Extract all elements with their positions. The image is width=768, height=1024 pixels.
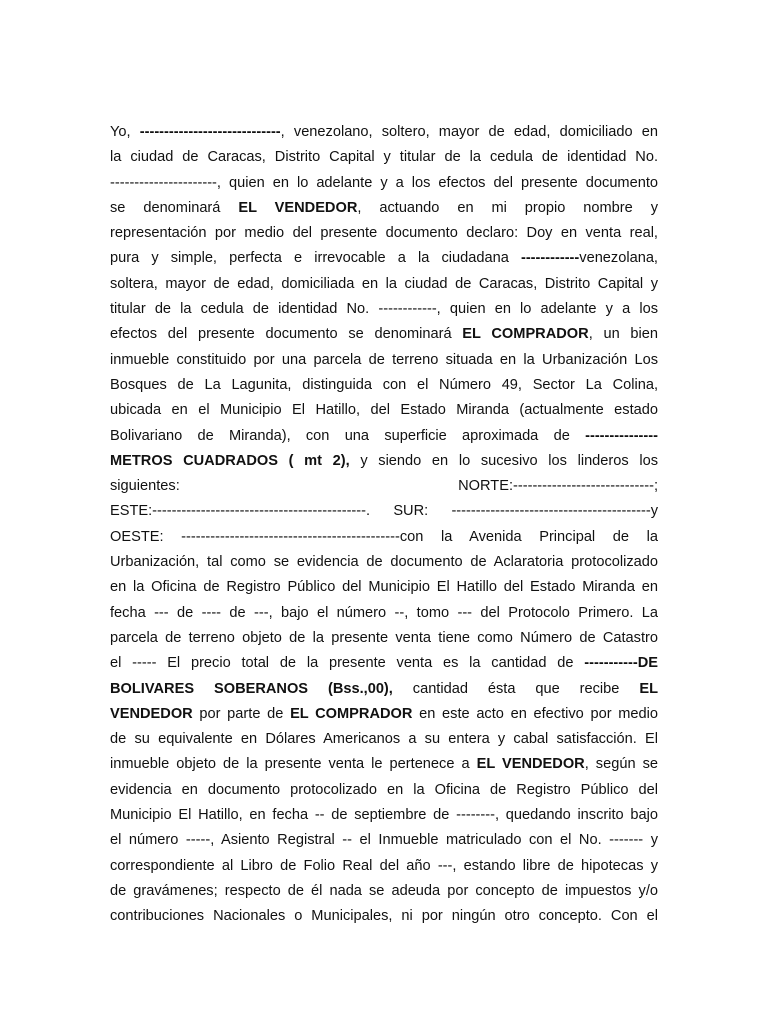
- document-line: [110, 778, 658, 803]
- text-segment: representación por medio del presente documento declaro: Doy en venta real,: [110, 225, 658, 242]
- document-line: [110, 879, 658, 904]
- text-segment: , según se: [584, 756, 658, 773]
- document-line: [110, 424, 658, 449]
- text-segment: , un bien: [588, 326, 658, 343]
- text-segment: , actuando en mi propio nombre y: [357, 199, 658, 216]
- text-segment: el ----- El precio total de la presente venta es la cantidad de: [110, 655, 585, 672]
- document-line: [110, 398, 658, 423]
- text-segment: , venezolano, soltero, mayor de edad, domiciliado en: [280, 124, 658, 140]
- document-line: [110, 904, 658, 929]
- document-line: [110, 626, 658, 651]
- bold-text-segment: VENDEDOR: [110, 705, 193, 722]
- text-segment: el número -----, Asiento Registral -- el Inmueble matriculado con el No. ------- y: [110, 832, 658, 849]
- document-line: [110, 272, 658, 297]
- document-line: [110, 525, 658, 550]
- document-line: [110, 196, 658, 221]
- text-segment: Bosques de La Lagunita, distinguida con el Número 49, Sector La Colina,: [110, 376, 658, 393]
- bold-text-segment: EL VENDEDOR: [238, 199, 358, 216]
- document-line: [110, 727, 658, 752]
- text-segment: en este acto en efectivo por medio: [412, 705, 659, 722]
- bold-text-segment: EL: [639, 680, 658, 697]
- document-line: [110, 550, 658, 575]
- document-line: [110, 828, 658, 853]
- bold-text-segment: ---------------: [585, 427, 658, 444]
- document-line: [110, 145, 658, 170]
- document-line: [110, 322, 658, 347]
- text-segment: parcela de terreno objeto de la presente venta tiene como Número de Catastro: [110, 629, 658, 646]
- text-segment: venezolana,: [579, 250, 658, 267]
- bold-text-segment: BOLIVARES SOBERANOS (Bss.,00),: [110, 680, 393, 697]
- text-segment: OESTE: ---------------------------------------------con la Avenida Principal de la: [110, 528, 658, 545]
- text-segment: ESTE:--------------------------------------------. SUR: -----------------------------------------y: [110, 503, 658, 520]
- text-segment: de gravámenes; respecto de él nada se adeuda por concepto de impuestos y/o: [110, 882, 658, 899]
- text-segment: efectos del presente documento se denominará: [110, 326, 463, 343]
- document-line: [110, 246, 658, 271]
- text-segment: Bolivariano de Miranda), con una superficie aproximada de: [110, 427, 586, 444]
- text-segment: soltera, mayor de edad, domiciliada en la ciudad de Caracas, Distrito Capital y: [110, 275, 658, 292]
- document-body: [110, 120, 658, 930]
- bold-text-segment: ------------: [520, 250, 580, 267]
- text-segment: inmueble objeto de la presente venta le pertenece a: [110, 756, 477, 773]
- text-segment: de su equivalente en Dólares Americanos a su entera y cabal satisfacción. El: [110, 731, 658, 748]
- text-segment: ubicada en el Municipio El Hatillo, del Estado Miranda (actualmente estado: [110, 402, 658, 419]
- bold-text-segment: METROS CUADRADOS ( mt 2),: [110, 452, 350, 469]
- text-segment: Municipio El Hatillo, en fecha -- de septiembre de --------, quedando inscrito bajo: [110, 807, 658, 824]
- bold-text-segment: -----------------------------: [139, 124, 281, 140]
- document-line: [110, 803, 658, 828]
- text-segment: se denominará: [110, 199, 239, 216]
- document-line: [110, 854, 658, 879]
- document-line: [110, 373, 658, 398]
- document-line: [110, 651, 658, 676]
- document-line: [110, 474, 658, 499]
- document-line: [110, 499, 658, 524]
- text-segment: en la Oficina de Registro Público del Municipio El Hatillo del Estado Miranda en: [110, 579, 658, 596]
- text-segment: y siendo en lo sucesivo los linderos los: [349, 452, 659, 469]
- text-segment: Yo,: [110, 124, 140, 140]
- text-segment: contribuciones Nacionales o Municipales, ni por ningún otro concepto. Con el: [110, 908, 658, 925]
- text-segment: titular de la cedula de identidad No. ------------, quien en lo adelante y a los: [110, 301, 658, 318]
- text-segment: Urbanización, tal como se evidencia de documento de Aclaratoria protocolizado: [110, 554, 658, 571]
- text-segment: ----------------------, quien en lo adelante y a los efectos del presente documento: [110, 174, 658, 191]
- text-segment: correspondiente al Libro de Folio Real del año ---, estando libre de hipotecas y: [110, 857, 658, 874]
- text-segment: la ciudad de Caracas, Distrito Capital y titular de la cedula de identidad No.: [110, 149, 658, 166]
- text-segment: siguientes: NORTE:-----------------------------;: [110, 478, 658, 495]
- text-segment: fecha --- de ---- de ---, bajo el número --, tomo --- del Protocolo Primero. La: [110, 604, 658, 621]
- document-line: [110, 702, 658, 727]
- document-line: [110, 601, 658, 626]
- document-line: [110, 575, 658, 600]
- text-segment: inmueble constituido por una parcela de terreno situada en la Urbanización Los: [110, 351, 658, 368]
- bold-text-segment: EL VENDEDOR: [476, 756, 585, 773]
- document-line: [110, 752, 658, 777]
- document-line: [110, 297, 658, 322]
- document-line: [110, 120, 658, 145]
- text-segment: pura y simple, perfecta e irrevocable a la ciudadana: [110, 250, 521, 267]
- text-segment: por parte de: [192, 705, 291, 722]
- document-line: [110, 449, 658, 474]
- document-line: [110, 677, 658, 702]
- document-line: [110, 221, 658, 246]
- bold-text-segment: EL COMPRADOR: [290, 705, 413, 722]
- bold-text-segment: EL COMPRADOR: [462, 326, 589, 343]
- document-line: [110, 171, 658, 196]
- bold-text-segment: -----------DE: [584, 655, 658, 672]
- text-segment: cantidad ésta que recibe: [392, 680, 640, 697]
- text-segment: evidencia en documento protocolizado en la Oficina de Registro Público del: [110, 781, 658, 798]
- document-line: [110, 348, 658, 373]
